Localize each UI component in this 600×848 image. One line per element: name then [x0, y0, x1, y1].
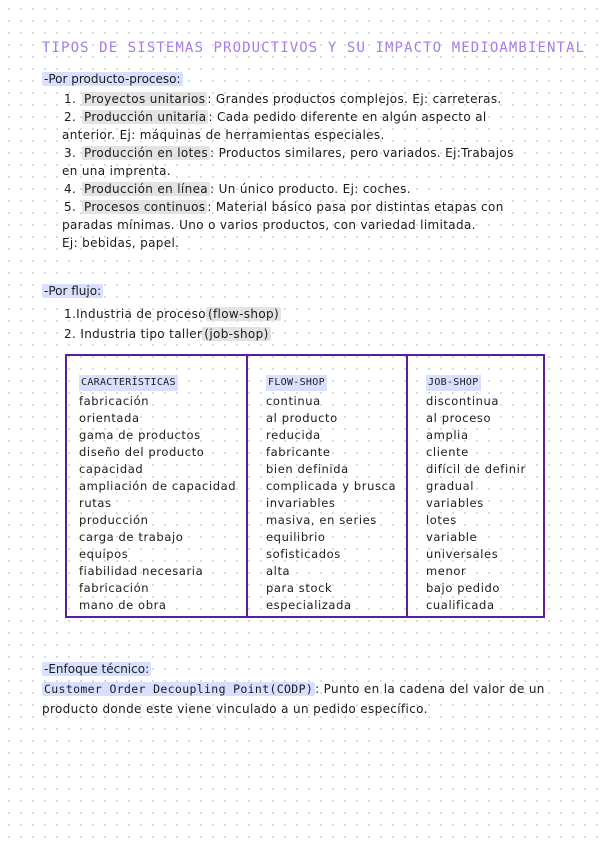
table-cell: fiabilidad necesaria [79, 564, 204, 578]
table-cell: gama de productos [79, 428, 201, 442]
codp-definition: Customer Order Decoupling Point(CODP) : Punto en la cadena del valor de un [44, 682, 545, 696]
table-cell: bajo pedido [426, 581, 501, 595]
table-cell: reducida [266, 428, 321, 442]
table-cell: menor [426, 564, 467, 578]
list-item-continuation: Ej: bebidas, papel. [62, 236, 180, 250]
table-cell: al producto [266, 411, 338, 425]
table-cell: al proceso [426, 411, 492, 425]
section-enfoque-heading: -Enfoque técnico: [44, 662, 150, 676]
column-divider [246, 356, 248, 616]
table-cell: especializada [266, 598, 352, 612]
table-header: JOB-SHOP [426, 375, 481, 391]
column-job-shop [426, 370, 526, 614]
table-header: FLOW-SHOP [266, 375, 327, 391]
table-cell: fabricante [266, 445, 331, 459]
table-cell: producción [79, 513, 149, 527]
list-item: 2. Industria tipo taller (job-shop) [64, 327, 269, 341]
flujo-list [64, 304, 281, 344]
table-cell: complicada y brusca [266, 479, 397, 493]
table-cell: fabricación [79, 581, 150, 595]
table-cell: equilibrio [266, 530, 326, 544]
table-cell: rutas [79, 496, 112, 510]
table-cell: diseño del producto [79, 445, 205, 459]
table-cell: continua [266, 394, 321, 408]
list-item-continuation: en una imprenta. [62, 164, 171, 178]
table-cell: lotes [426, 513, 457, 527]
list-item: 2. Producción unitaria : Cada pedido diferente en algún aspecto al [64, 110, 487, 124]
table-cell: difícil de definir [426, 462, 526, 476]
table-cell: carga de trabajo [79, 530, 184, 544]
column-divider [406, 356, 408, 616]
list-item: 5. Procesos continuos : Material básico pasa por distintas etapas con [64, 200, 504, 214]
table-cell: capacidad [79, 462, 144, 476]
table-cell: gradual [426, 479, 475, 493]
list-item-continuation: paradas mínimas. Uno o varios productos, con variedad limitada. [62, 218, 476, 232]
comparison-table [65, 354, 545, 618]
list-item: 1. Proyectos unitarios : Grandes productos complejos. Ej: carreteras. [64, 92, 502, 106]
list-item: 3. Producción en lotes : Productos similares, pero variados. Ej:Trabajos [64, 146, 514, 160]
producto-proceso-list [64, 90, 514, 252]
table-cell: masiva, en series [266, 513, 377, 527]
section-producto-proceso-heading: -Por producto-proceso: [44, 72, 181, 86]
table-cell: invariables [266, 496, 336, 510]
table-cell: universales [426, 547, 499, 561]
table-cell: discontinua [426, 394, 500, 408]
list-item: 4. Producción en línea : Un único producto. Ej: coches. [64, 182, 411, 196]
section-flujo-heading: -Por flujo: [44, 284, 102, 298]
list-item: 1.Industria de proceso (flow-shop) [64, 307, 280, 321]
table-cell: amplia [426, 428, 469, 442]
table-cell: sofisticados [266, 547, 341, 561]
table-cell: cliente [426, 445, 469, 459]
table-cell: para stock [266, 581, 333, 595]
table-cell: bien definida [266, 462, 349, 476]
page-title: TIPOS DE SISTEMAS PRODUCTIVOS Y SU IMPACTO MEDIOAMBIENTAL [42, 40, 586, 56]
table-cell: alta [266, 564, 291, 578]
table-cell: cualificada [426, 598, 495, 612]
column-caracteristicas [79, 370, 236, 614]
codp-definition-continuation: producto donde este viene vinculado a un pedido específico. [42, 702, 428, 716]
table-cell: orientada [79, 411, 140, 425]
list-item-continuation: anterior. Ej: máquinas de herramientas especiales. [62, 128, 385, 142]
table-cell: ampliación de capacidad [79, 479, 237, 493]
table-header: CARACTERÍSTICAS [79, 375, 178, 391]
table-cell: equipos [79, 547, 129, 561]
table-cell: mano de obra [79, 598, 167, 612]
table-cell: fabricación [79, 394, 150, 408]
table-cell: variables [426, 496, 484, 510]
table-cell: variable [426, 530, 478, 544]
column-flow-shop [266, 370, 396, 614]
